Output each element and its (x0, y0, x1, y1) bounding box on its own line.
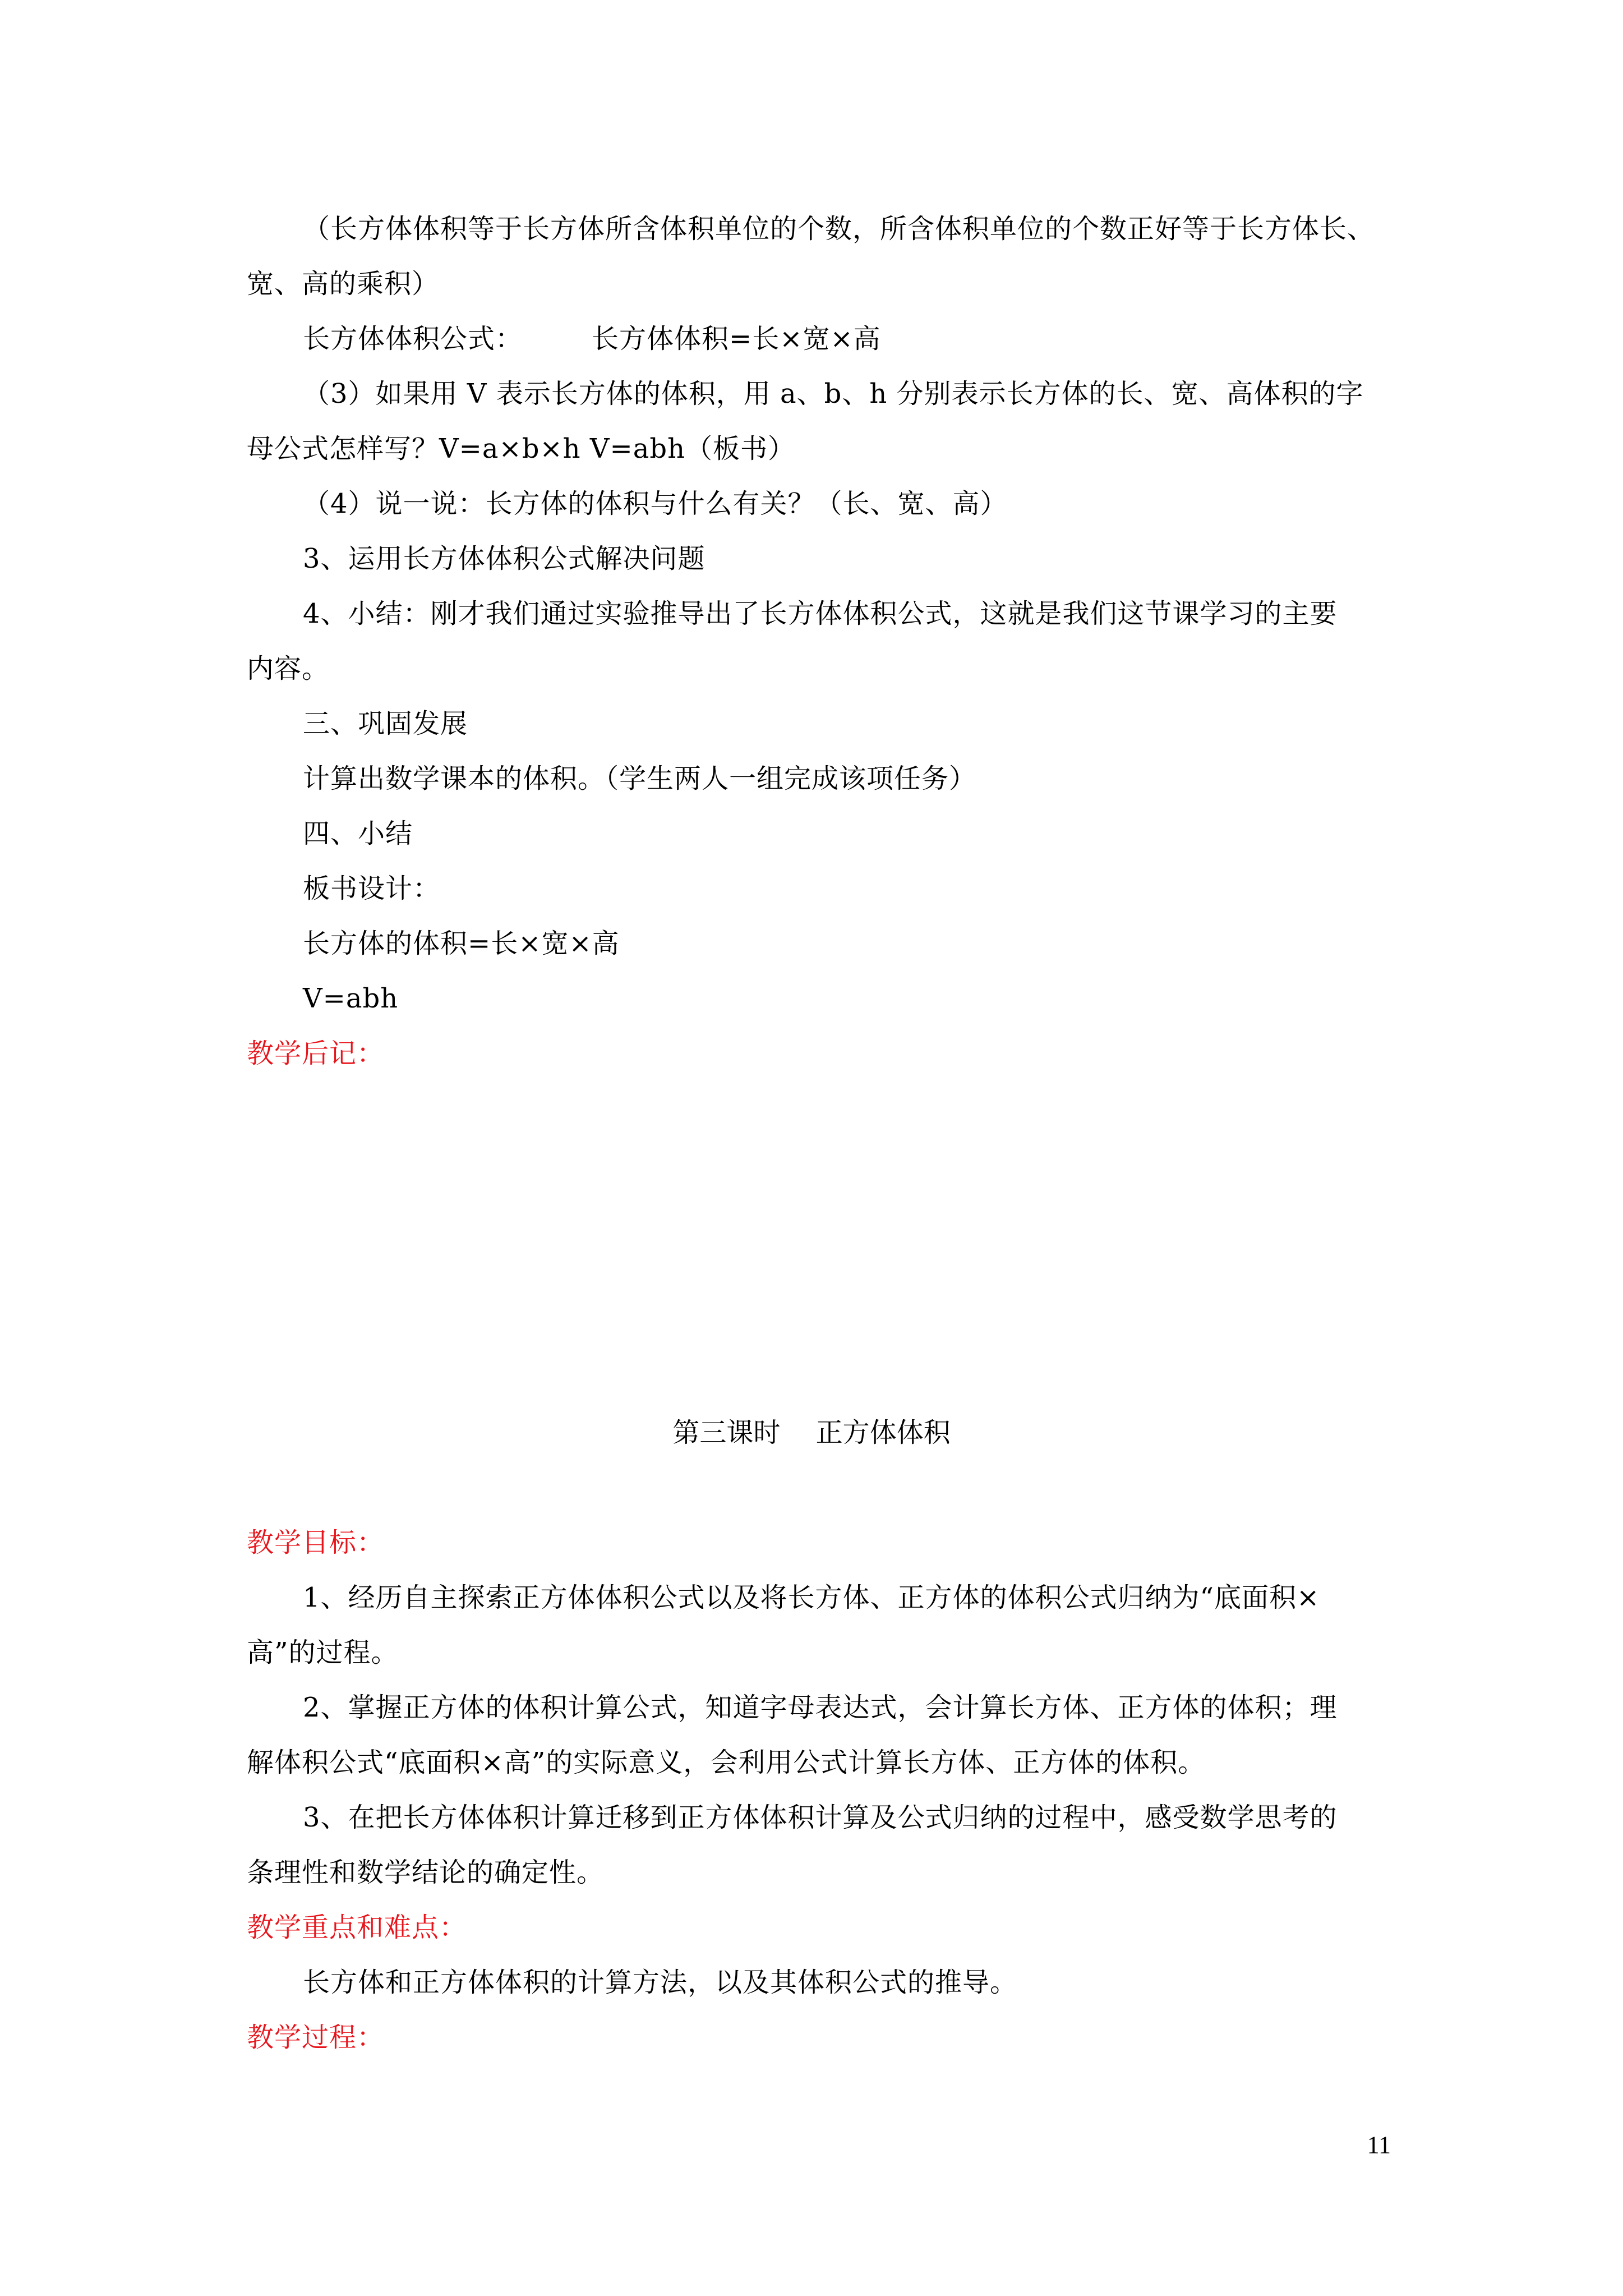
page-number: 11 (1367, 2131, 1391, 2159)
paragraph-line: 4、小结：刚才我们通过实验推导出了长方体体积公式，这就是我们这节课学习的主要 (303, 598, 1338, 629)
paragraph-line: 母公式怎样写？V=a×b×h V=abh（板书） (247, 433, 795, 464)
paragraph-line: 计算出数学课本的体积。（学生两人一组完成该项任务） (303, 763, 977, 794)
lesson-title: 第三课时 正方体体积 (672, 1417, 951, 1448)
paragraph-line: （4）说一说：长方体的体积与什么有关？（长、宽、高） (303, 488, 1008, 519)
process-label: 教学过程： (247, 2022, 385, 2053)
paragraph-line: 板书设计： (303, 873, 441, 904)
goal-line: 解体积公式“底面积×高”的实际意义，会利用公式计算长方体、正方体的体积。 (247, 1747, 1206, 1778)
goal-line: 高”的过程。 (247, 1637, 399, 1668)
formula-line: V=abh (303, 983, 399, 1014)
goal-line: 条理性和数学结论的确定性。 (247, 1857, 605, 1888)
goals-label: 教学目标： (247, 1527, 385, 1558)
section-heading: 三、巩固发展 (303, 708, 468, 739)
paragraph-line: 宽、高的乘积） (247, 268, 440, 300)
paragraph-line: （长方体体积等于长方体所含体积单位的个数，所含体积单位的个数正好等于长方体长、 (303, 213, 1375, 245)
afterword-label: 教学后记： (247, 1038, 385, 1069)
paragraph-line: （3）如果用 V 表示长方体的体积，用 a、b、h 分别表示长方体的长、宽、高体积的字 (303, 378, 1364, 409)
key-points-label: 教学重点和难点： (247, 1912, 467, 1943)
section-heading: 四、小结 (303, 818, 413, 849)
paragraph-line: 内容。 (247, 653, 330, 684)
formula-line: 长方体体积公式： 长方体体积=长×宽×高 (303, 323, 881, 355)
paragraph-line: 3、运用长方体体积公式解决问题 (303, 543, 706, 574)
key-points-text: 长方体和正方体体积的计算方法，以及其体积公式的推导。 (303, 1967, 1018, 1998)
goal-line: 1、经历自主探索正方体体积公式以及将长方体、正方体的体积公式归纳为“底面积× (303, 1582, 1320, 1613)
formula-line: 长方体的体积=长×宽×高 (303, 928, 620, 959)
goal-line: 3、在把长方体体积计算迁移到正方体体积计算及公式归纳的过程中，感受数学思考的 (303, 1802, 1338, 1833)
goal-line: 2、掌握正方体的体积计算公式，知道字母表达式，会计算长方体、正方体的体积；理 (303, 1692, 1338, 1723)
